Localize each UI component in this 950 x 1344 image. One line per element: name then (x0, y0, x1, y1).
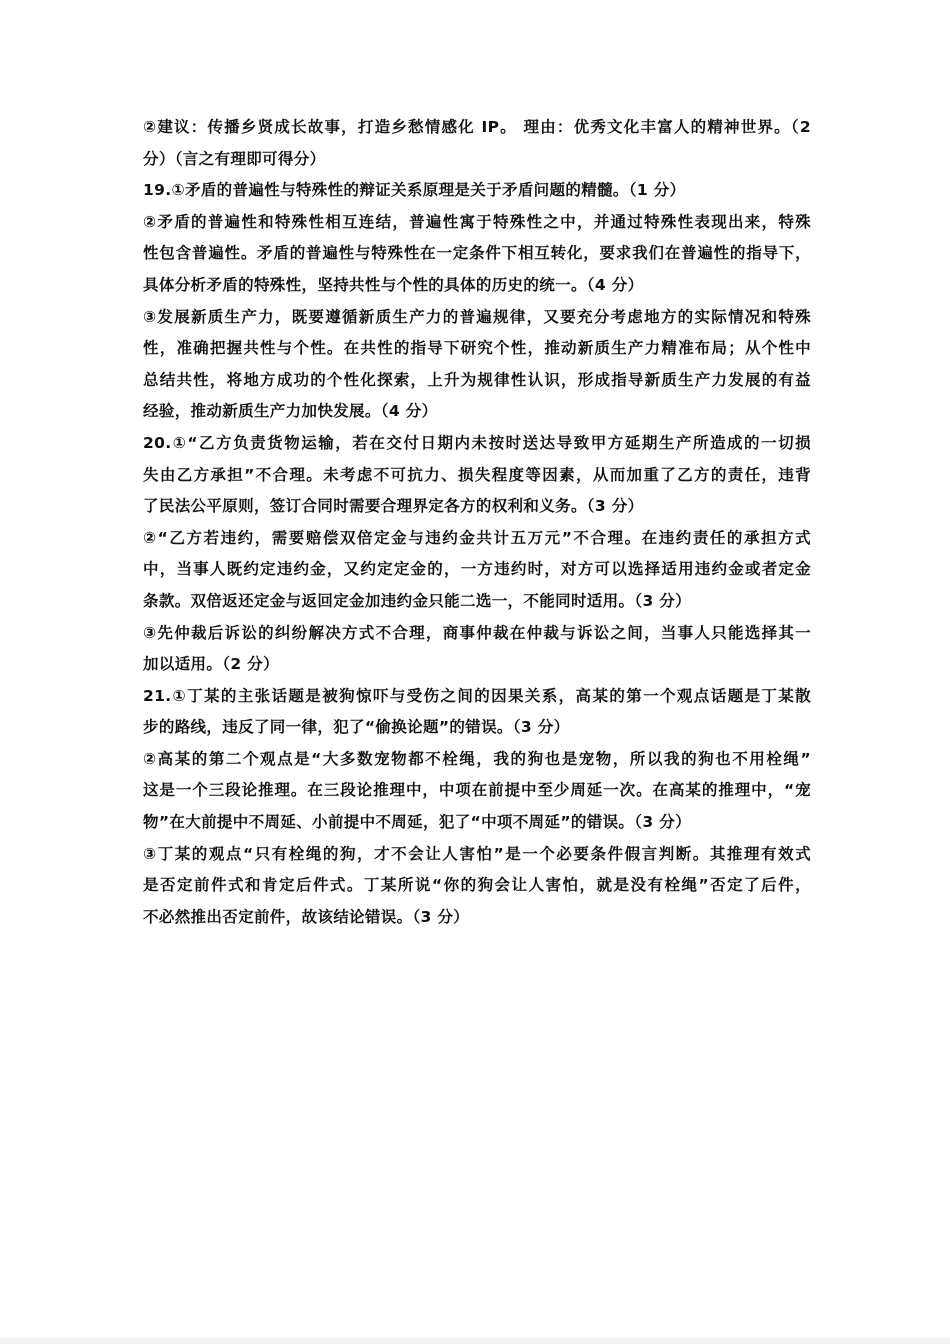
text-line: ②矛盾的普遍性和特殊性相互连结，普遍性寓于特殊性之中，并通过特殊性表现出来，特殊 (143, 212, 811, 231)
text-line: 物”在大前提中不周延、小前提中不周延，犯了“中项不周延”的错误。（3 分） (143, 813, 691, 832)
text-line: 性包含普遍性。矛盾的普遍性与特殊性在一定条件下相互转化，要求我们在普遍性的指导下， (143, 244, 811, 263)
text-line: 了民法公平原则，签订合同时需要合理界定各方的权利和义务。（3 分） (143, 497, 644, 516)
text-line: 步的路线，违反了同一律，犯了“偷换论题”的错误。（3 分） (143, 718, 570, 737)
text-line: ②“乙方若违约，需要赔偿双倍定金与违约金共计五万元”不合理。在违约责任的承担方式 (143, 528, 811, 547)
text-line: ②高某的第二个观点是“大多数宠物都不栓绳，我的狗也是宠物，所以我的狗也不用栓绳” (143, 749, 811, 768)
text-line: ②建议：传播乡贤成长故事，打造乡愁情感化 IP。 理由：优秀文化丰富人的精神世界。（2 (143, 118, 811, 136)
question-21-heading: 21.①丁某的主张话题是被狗惊吓与受伤之间的因果关系，高某的第一个观点话题是丁某散 (143, 686, 811, 705)
text-line: 加以适用。（2 分） (143, 655, 279, 674)
text-line: 性，准确把握共性与个性。在共性的指导下研究个性，推动新质生产力精准布局；从个性中 (143, 339, 811, 358)
text-line: 是否定前件式和肯定后件式。丁某所说“你的狗会让人害怕，就是没有栓绳”否定了后件， (143, 876, 811, 895)
text-line: ③先仲裁后诉讼的纠纷解决方式不合理，商事仲裁在仲裁与诉讼之间，当事人只能选择其一 (143, 623, 811, 642)
text-line: 分）（言之有理即可得分） (143, 149, 326, 168)
text-line: 这是一个三段论推理。在三段论推理中，中项在前提中至少周延一次。在高某的推理中，“宠 (143, 781, 811, 800)
text-line: ③丁某的观点“只有栓绳的狗，才不会让人害怕”是一个必要条件假言判断。其推理有效式 (143, 844, 811, 863)
text-line: 经验，推动新质生产力加快发展。（4 分） (143, 402, 438, 421)
text-line: 具体分析矛盾的特殊性，坚持共性与个性的具体的历史的统一。（4 分） (143, 275, 644, 294)
answer-text-block (143, 112, 811, 933)
text-line: 中，当事人既约定违约金，又约定定金的，一方违约时，对方可以选择适用违约金或者定金 (143, 560, 811, 579)
page-bottom-edge (0, 1338, 950, 1344)
question-19-heading: 19.①矛盾的普遍性与特殊性的辩证关系原理是关于矛盾问题的精髓。（1 分） (143, 181, 686, 200)
text-line: ③发展新质生产力，既要遵循新质生产力的普遍规律，又要充分考虑地方的实际情况和特殊 (143, 307, 811, 326)
text-line: 不必然推出否定前件，故该结论错误。（3 分） (143, 907, 470, 926)
text-line: 失由乙方承担”不合理。未考虑不可抗力、损失程度等因素，从而加重了乙方的责任，违背 (143, 465, 811, 484)
text-line: 条款。双倍返还定金与返回定金加违约金只能二选一，不能同时适用。（3 分） (143, 591, 692, 610)
text-line: 总结共性，将地方成功的个性化探索，上升为规律性认识，形成指导新质生产力发展的有益 (143, 370, 811, 389)
question-20-heading: 20.①“乙方负责货物运输，若在交付日期内未按时送达导致甲方延期生产所造成的一切损 (143, 433, 811, 452)
